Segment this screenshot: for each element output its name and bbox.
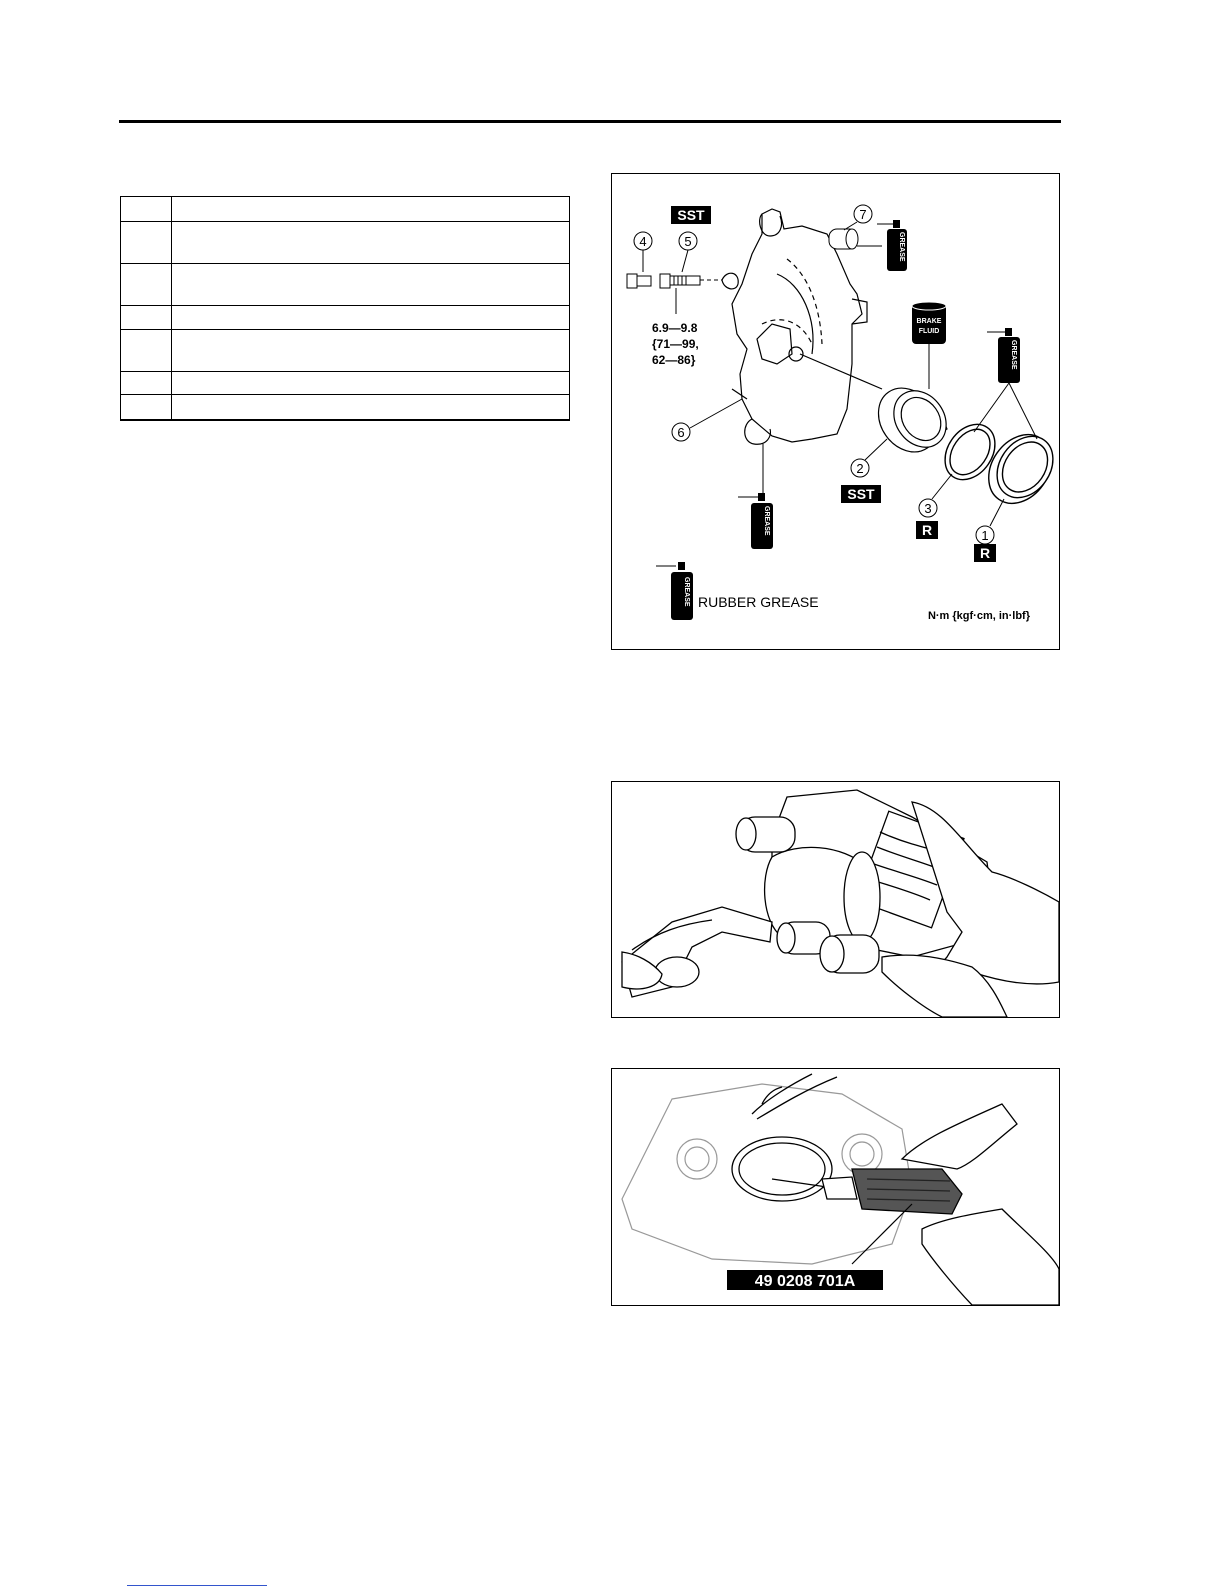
brake-fluid-can-icon [912,302,946,344]
table-row [121,372,570,395]
table-row [121,395,570,420]
callout-7: 7 [859,207,867,222]
part-name-cell [172,330,570,372]
piston-removal-illustration [611,781,1060,1018]
part-name-cell [172,306,570,330]
leader-line [1009,383,1037,439]
replace-label: R [921,522,933,538]
callout-5: 5 [684,234,692,249]
callout-1: 1 [981,528,989,543]
grease-tube-icon [738,493,773,549]
air-gun-nozzle [655,957,699,987]
sst-label-bottom: SST [847,486,875,502]
part-number-cell [121,330,172,372]
legend-rubber-grease: RUBBER GREASE [698,594,819,610]
brake-fluid-label-2: FLUID [918,328,940,335]
callout-2: 2 [856,461,864,476]
guide-bolt-icon [627,274,651,288]
callout-6: 6 [677,425,685,440]
callout-3: 3 [924,501,932,516]
caliper-exploded-diagram [611,173,1060,650]
grease-label: GREASE [1010,340,1017,370]
leader-line [682,250,688,272]
guide-bushing [829,229,858,249]
leader-line [974,383,1009,432]
caliper-bore [844,852,880,942]
part-name-cell [172,264,570,306]
part-name-cell [172,372,570,395]
part-number-cell [121,197,172,222]
part-name-cell [172,222,570,264]
torque-value-kgf: {71—99, [652,337,699,351]
brake-fluid-label-1: BRAKE [916,318,942,325]
grease-tube-icon [656,562,693,620]
guide-sleeve [736,817,795,852]
table-row [121,330,570,372]
hand [922,1209,1059,1305]
seal-removal-svg [612,1069,1059,1305]
grease-tube-icon [987,328,1020,383]
piston-removal-svg [612,782,1059,1017]
grease-label: GREASE [763,506,770,536]
leader-line [690,399,742,428]
part-number-cell [121,264,172,306]
table-row [121,197,570,222]
table-row [121,264,570,306]
caliper-exploded-svg [612,174,1059,649]
header-rule [119,120,1061,123]
part-name-cell [172,395,570,420]
torque-value-inlbf: 62—86} [652,353,696,367]
table-row [121,222,570,264]
callout-4: 4 [639,234,647,249]
part-number-cell [121,395,172,420]
parts-table [120,196,570,421]
part-number-cell [121,372,172,395]
guide-sleeve [820,935,879,973]
bleeder-screw-icon [660,274,722,288]
sst-label-top: SST [677,207,705,223]
leader-line [990,499,1004,526]
replace-label: R [979,545,991,561]
leader-line [932,474,952,499]
leader-line [865,439,887,460]
grease-label: GREASE [683,577,690,607]
piston [866,377,956,464]
caliper-body [722,209,882,444]
tool-number-label: 49 0208 701A [754,1273,856,1290]
part-name-cell [172,197,570,222]
part-number-cell [121,222,172,264]
hand [902,1104,1017,1169]
torque-value: 6.9—9.8 [652,321,698,335]
seal-removal-illustration [611,1068,1060,1306]
units-note: N·m {kgf·cm, in·lbf} [927,610,1030,622]
table-row [121,306,570,330]
part-number-cell [121,306,172,330]
grease-label: GREASE [898,232,905,262]
